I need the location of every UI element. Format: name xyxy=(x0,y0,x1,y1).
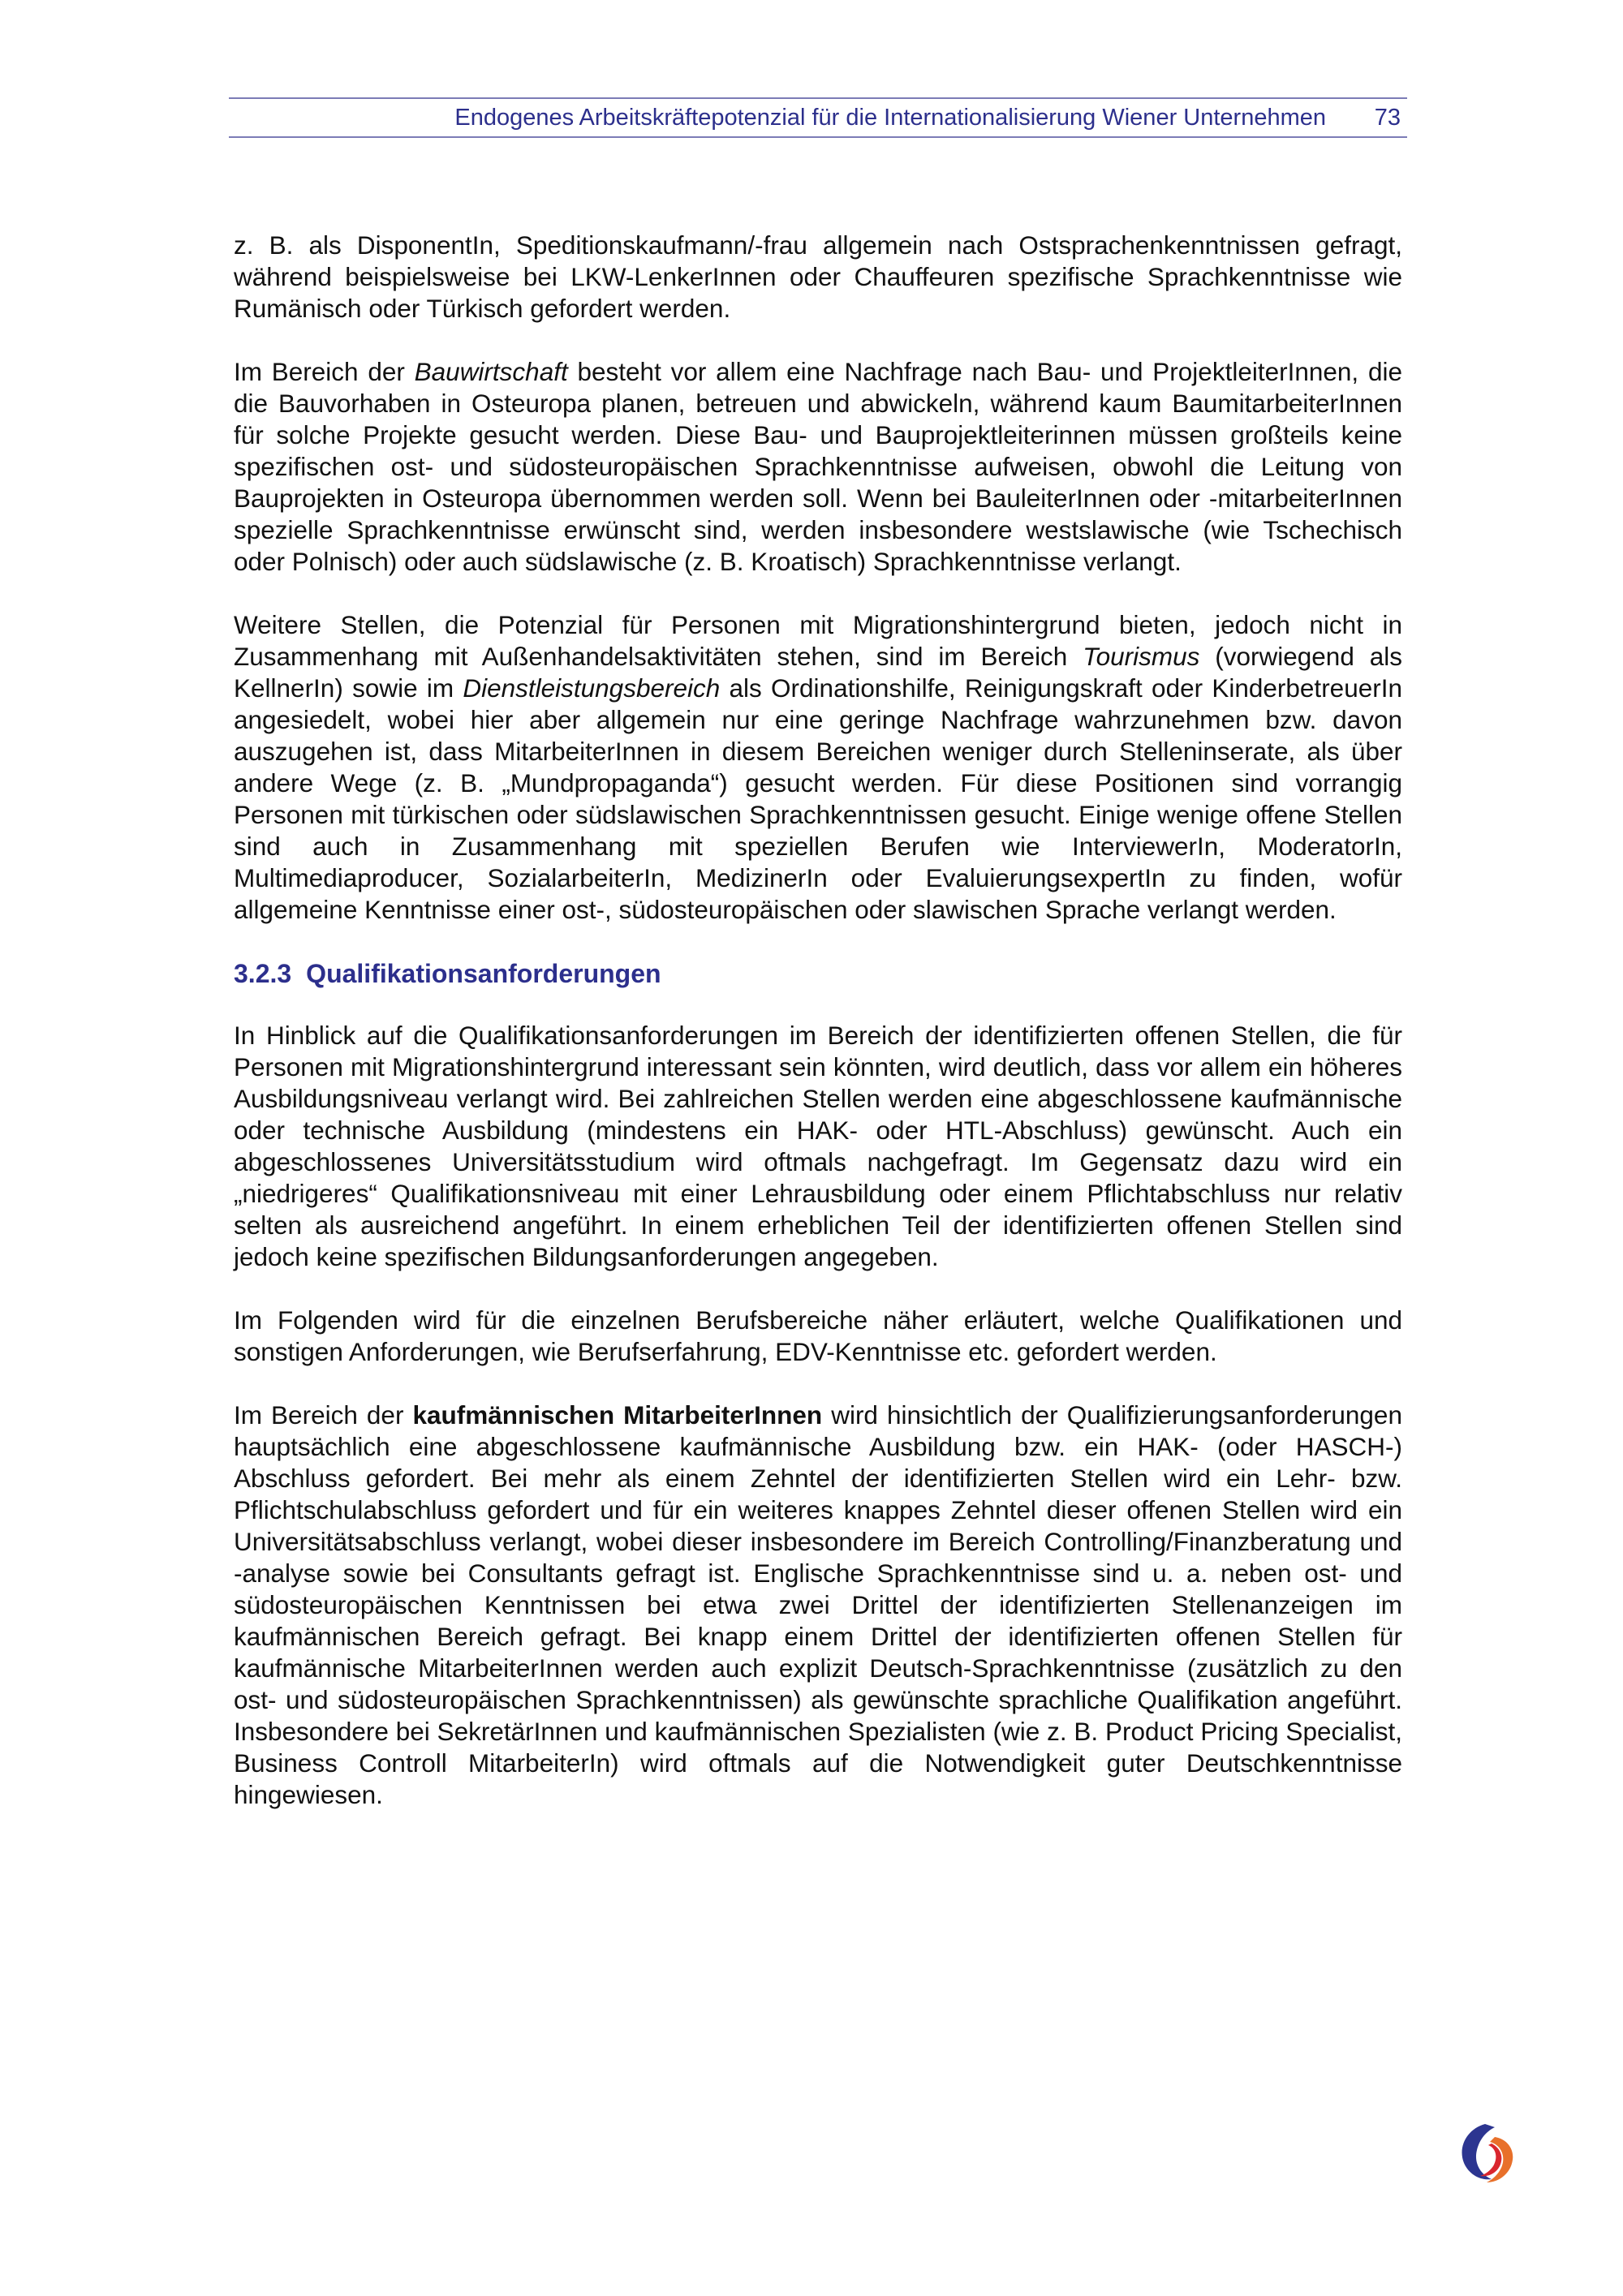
paragraph-3-text-a: Weitere Stellen, die Potenzial für Personen mit Migrationshintergrund bieten, jedoch nicht in Zusammenhang mit Außenhandelsaktivitäten stehen, sind im Bereich xyxy=(234,610,1402,671)
emphasis-dienstleistungsbereich: Dienstleistungsbereich xyxy=(463,673,721,703)
paragraph-3-text-b: (vorwiegend als KellnerIn) sowie im xyxy=(234,642,1402,703)
running-header xyxy=(229,97,1407,138)
paragraph-5: Im Folgenden wird für die einzelnen Berufsbereiche näher erläutert, welche Qualifikationen und sonstigen Anforderungen, wie Berufserfahrung, EDV-Kenntnisse etc. gefordert werden. xyxy=(234,1305,1402,1366)
paragraph-1: z. B. als DisponentIn, Speditionskaufmann/-frau allgemein nach Ostsprachenkenntnissen gefragt, während beispielsweise bei LKW-LenkerInnen oder Chauffeuren spezifische Sprachkenntnisse wie Rumänisch oder Türkisch gefordert werden. xyxy=(234,230,1402,323)
paragraph-2-text-b: besteht vor allem eine Nachfrage nach Bau- und ProjektleiterInnen, die die Bauvorhaben in Osteuropa planen, betreuen und abwickeln, während kaum BaumitarbeiterInnen für solche Projekte gesucht werden. Diese Bau- und Bauprojektleiterinnen müssen großteils keine spezifischen ost- und südosteuropäischen Sprachkenntnisse aufweisen, obwohl die Leitung von Bauprojekten in Osteuropa übernommen werden soll. Wenn bei BauleiterInnen oder -mitarbeiterInnen spezielle Sprachkenntnisse erwünscht sind, werden insbesondere westslawische (wie Tschechisch oder Polnisch) oder auch südslawische (z. B. Kroatisch) Sprachkenntnisse verlangt. xyxy=(234,357,1402,576)
emphasis-bauwirtschaft: Bauwirtschaft xyxy=(414,357,568,386)
logo-red-arc xyxy=(1480,2143,1501,2176)
paragraph-2-text-a: Im Bereich der xyxy=(234,357,415,386)
paragraph-2 xyxy=(234,356,1402,578)
paragraph-3 xyxy=(234,609,1402,926)
header-title: Endogenes Arbeitskräftepotenzial für die Internationalisierung Wiener Unternehmen xyxy=(454,105,1326,131)
section-heading xyxy=(234,957,1402,990)
strong-kaufmaennische-mitarbeiter: kaufmännischen MitarbeiterInnen xyxy=(412,1400,823,1430)
document-body xyxy=(234,230,1402,1842)
org-logo-icon xyxy=(1453,2118,1526,2191)
section-title: Qualifikationsanforderungen xyxy=(306,959,661,988)
paragraph-6-text-b: wird hinsichtlich der Qualifizierungsanforderungen hauptsächlich eine abgeschlossene kaufmännische Ausbildung bzw. ein HAK- (oder HASCH-) Abschluss gefordert. Bei mehr als einem Zehntel der identifizierten Stellen wird ein Lehr- bzw. Pflichtschulabschluss gefordert und für ein weiteres knappes Zehntel dieser offenen Stellen wird ein Universitätsabschluss verlangt, wobei dieser insbesondere im Bereich Controlling/Finanzberatung und -analyse sowie bei Consultants gefragt ist. Englische Sprachkenntnisse sind u. a. neben ost- und südosteuropäischen Kenntnissen bei etwa zwei Drittel der identifizierten Stellenanzeigen im kaufmännischen Bereich gefragt. Bei knapp einem Drittel der identifizierten offenen Stellen für kaufmännische MitarbeiterInnen werden auch explizit Deutsch-Sprachkenntnisse (zusätzlich zu den ost- und südosteuropäischen Sprachkenntnissen) als gewünschte sprachliche Qualifikation angeführt. Insbesondere bei SekretärInnen und kaufmännischen Spezialisten (wie z. B. Product Pricing Specialist, Business Controll MitarbeiterIn) wird oftmals auf die Notwendigkeit guter Deutschkenntnisse hingewiesen. xyxy=(234,1400,1402,1809)
paragraph-6 xyxy=(234,1400,1402,1811)
paragraph-3-text-c: als Ordinationshilfe, Reinigungskraft oder KinderbetreuerIn angesiedelt, wobei hier aber allgemein nur eine geringe Nachfrage wahrzunehmen bzw. davon auszugehen ist, dass MitarbeiterInnen in diesem Bereichen weniger durch Stelleninserate, als über andere Wege (z. B. „Mundpropaganda“) gesucht werden. Für diese Positionen sind vorrangig Personen mit türkischen oder südslawischen Sprachkenntnissen gesucht. Einige wenige offene Stellen sind auch in Zusammenhang mit speziellen Berufen wie InterviewerIn, ModeratorIn, Multimediaproducer, SozialarbeiterIn, MedizinerIn oder EvaluierungsexpertIn zu finden, wofür allgemeine Kenntnisse einer ost-, südosteuropäischen oder slawischen Sprache verlangt werden. xyxy=(234,673,1402,924)
emphasis-tourismus: Tourismus xyxy=(1083,642,1200,671)
section-number: 3.2.3 xyxy=(234,959,292,988)
page-number: 73 xyxy=(1374,105,1401,131)
paragraph-4: In Hinblick auf die Qualifikationsanforderungen im Bereich der identifizierten offenen Stellen, die für Personen mit Migrationshintergrund interessant sein könnten, wird deutlich, dass vor allem ein höheres Ausbildungsniveau verlangt wird. Bei zahlreichen Stellen werden eine abgeschlossene kaufmännische oder technische Ausbildung (mindestens ein HAK- oder HTL-Abschluss) gewünscht. Auch ein abgeschlossenes Universitätsstudium wird oftmals nachgefragt. Im Gegensatz dazu wird ein „niedrigeres“ Qualifikationsniveau mit einer Lehrausbildung oder einem Pflichtabschluss nur relativ selten als ausreichend angeführt. In einem erheblichen Teil der identifizierten offenen Stellen sind jedoch keine spezifischen Bildungsanforderungen angegeben. xyxy=(234,1021,1402,1271)
paragraph-6-text-a: Im Bereich der xyxy=(234,1400,413,1430)
org-logo-svg xyxy=(1453,2118,1526,2191)
